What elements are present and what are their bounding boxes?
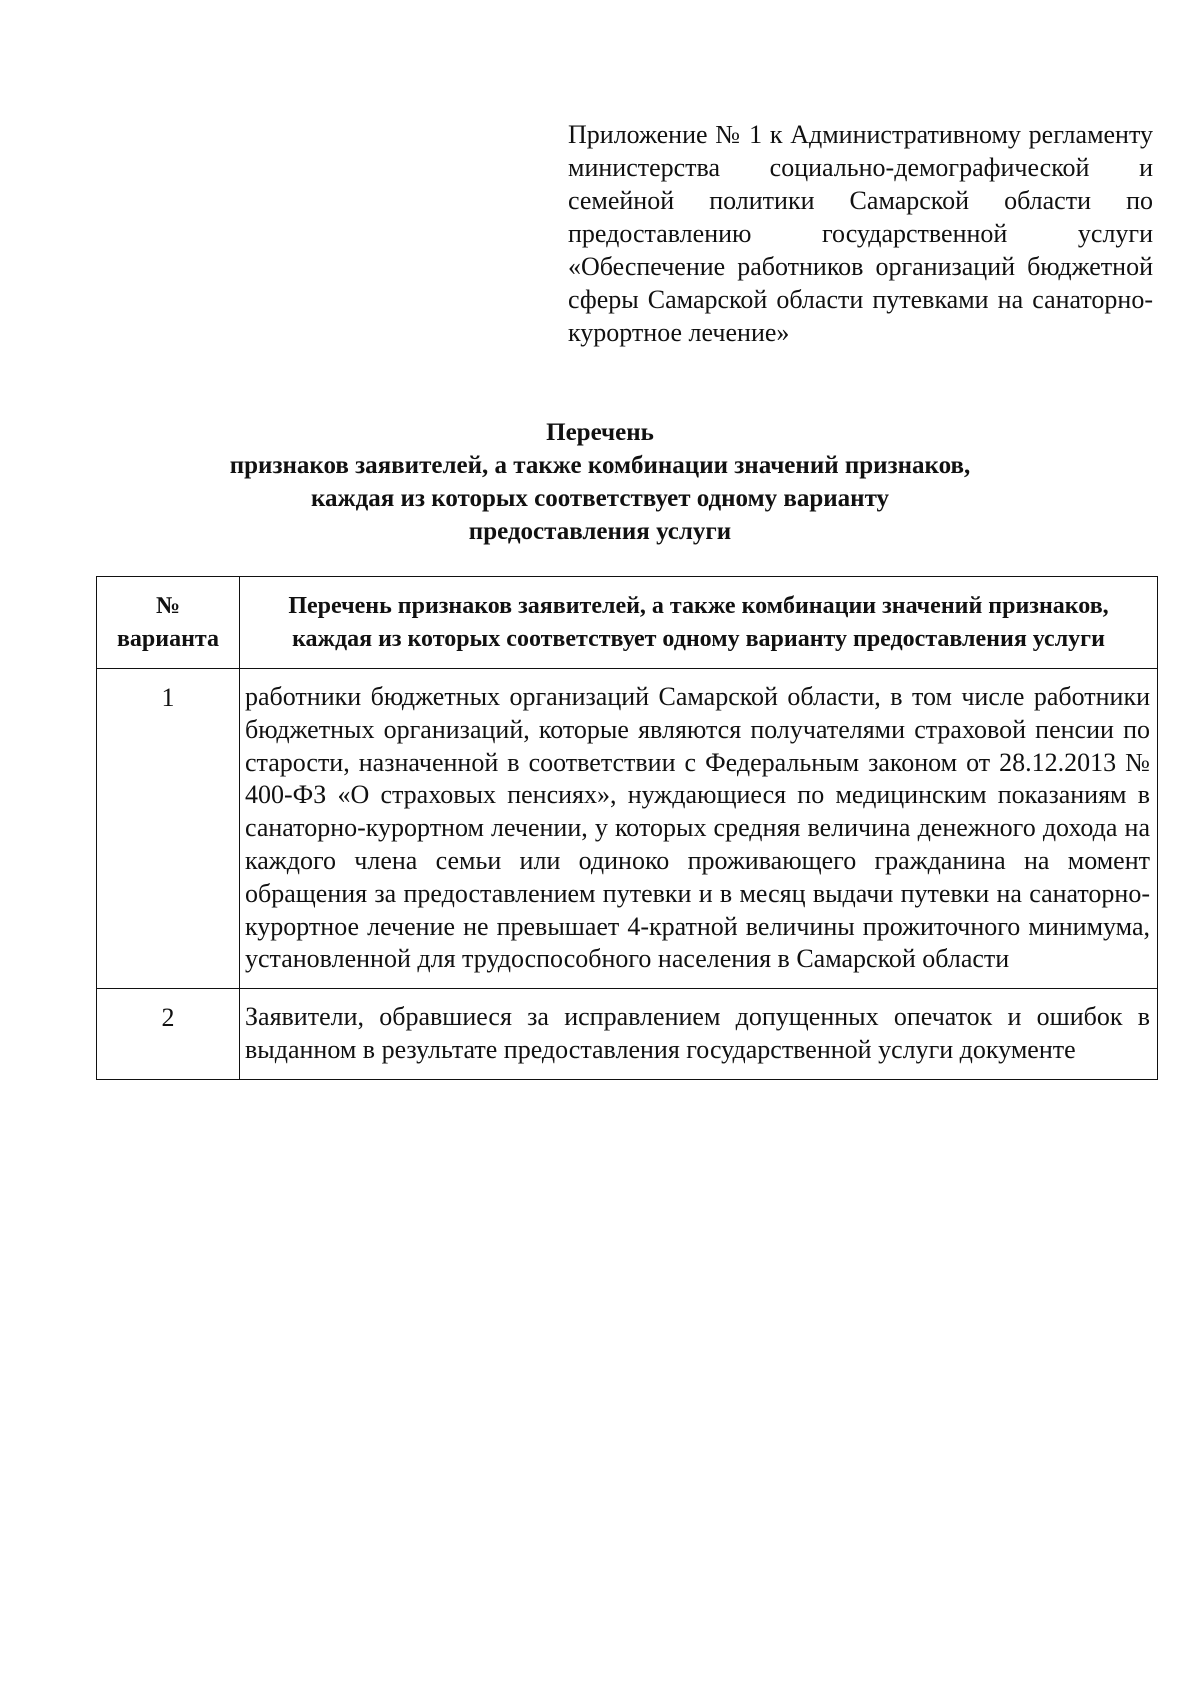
variant-number-cell: 2 — [97, 989, 240, 1080]
title-line-2: признаков заявителей, а также комбинации значений признаков, — [229, 452, 971, 479]
document-title — [0, 416, 1200, 548]
header-variant-word: варианта — [116, 626, 220, 652]
table-header-row — [97, 577, 1158, 669]
table-row — [97, 669, 1158, 989]
header-variant-number — [97, 577, 240, 669]
title-line-4: предоставления услуги — [468, 518, 732, 545]
header-description: Перечень признаков заявителей, а также комбинации значений признаков, каждая из которых соответствует одному варианту предоставления услуги — [240, 577, 1158, 669]
table-row — [97, 989, 1158, 1080]
title-line-1: Перечень — [546, 419, 654, 446]
appendix-note: Приложение № 1 к Административному регламенту министерства социально-демографической и семейной политики Самарской области по предоставлению государственной услуги «Обеспечение работников организаций бюджетной сферы Самарской области путевками на санаторно-курортное лечение» — [568, 120, 1153, 347]
variant-number-cell: 1 — [97, 669, 240, 989]
header-number-sign: № — [155, 593, 181, 619]
variant-description-cell: работники бюджетных организаций Самарской области, в том числе работники бюджетных организаций, которые являются получателями страховой пенсии по старости, назначенной в соответствии с Федеральным законом от 28.12.2013 № 400-ФЗ «О страховых пенсиях», нуждающиеся по медицинским показаниям в санаторно-курортном лечении, у которых средняя величина денежного дохода на каждого члена семьи или одиноко проживающего гражданина на момент обращения за предоставлением путевки и в месяц выдачи путевки на санаторно-курортное лечение не превышает 4-кратной величины прожиточного минимума, установленной для трудоспособного населения в Самарской области — [240, 669, 1158, 989]
criteria-table — [96, 576, 1158, 1080]
variant-description-cell: Заявители, обравшиеся за исправлением допущенных опечаток и ошибок в выданном в результате предоставления государственной услуги документе — [240, 989, 1158, 1080]
title-line-3: каждая из которых соответствует одному варианту — [310, 485, 890, 512]
